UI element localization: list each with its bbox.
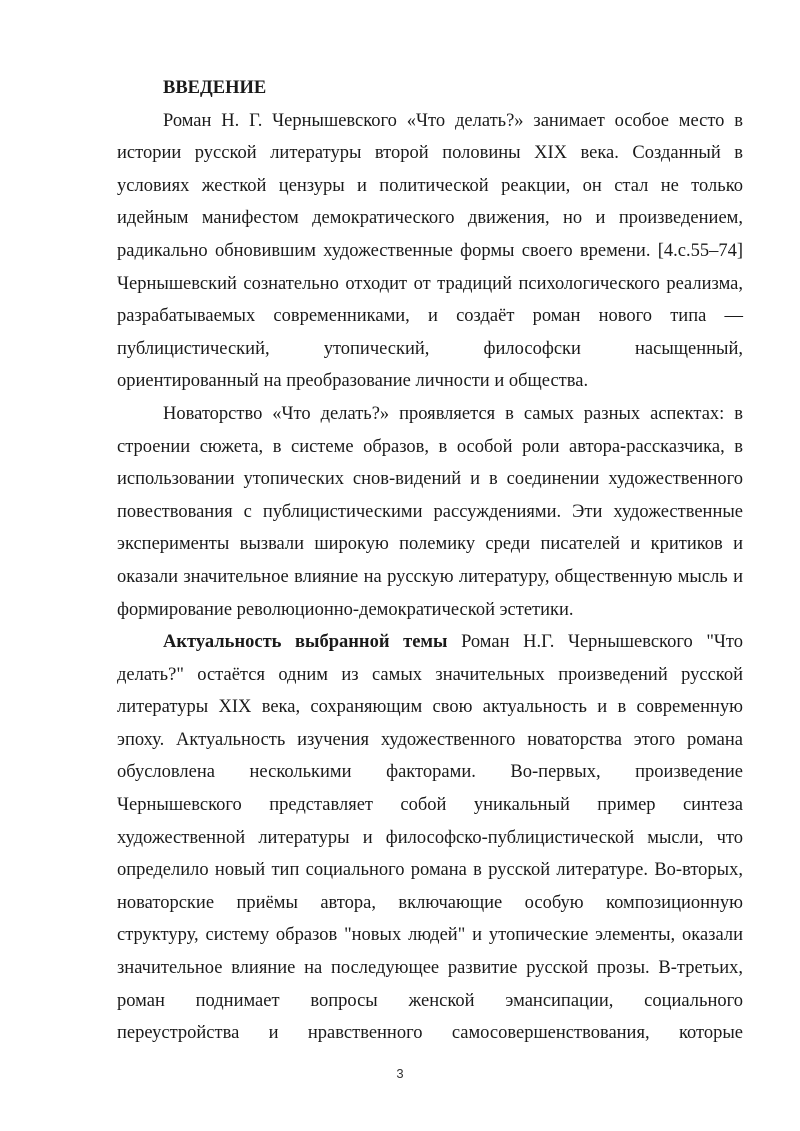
text-fragment: Роман Н.Г. Чернышевского "Что xyxy=(447,632,744,653)
text-line: ориентированный на преобразование личности и общества. xyxy=(117,371,589,392)
text-line: переустройства и нравственного самосовершенствования, которые xyxy=(117,1023,743,1044)
paragraph-intro xyxy=(117,105,743,398)
text-line: структуру, систему образов "новых людей" и утопические элементы, оказали xyxy=(117,925,743,946)
text-line: делать?" остаётся одним из самых значительных произведений русской xyxy=(117,664,743,685)
text-line: разрабатываемых современниками, и создаёт роман нового типа — xyxy=(117,306,743,327)
text-line: идейным манифестом демократического движения, но и произведением, xyxy=(117,208,743,229)
text-line: оказали значительное влияние на русскую литературу, общественную мысль и xyxy=(117,566,743,587)
text-line: использовании утопических снов-видений и в соединении художественного xyxy=(117,469,743,490)
text-line: радикально обновившим художественные формы своего времени. [4.с.55–74] xyxy=(117,240,743,261)
text-line xyxy=(117,626,743,659)
relevance-label: Актуальность выбранной темы xyxy=(163,632,448,653)
page-number: 3 xyxy=(396,1066,404,1081)
text-line: новаторские приёмы автора, включающие особую композиционную xyxy=(117,892,743,913)
text-line: роман поднимает вопросы женской эмансипации, социального xyxy=(117,990,743,1011)
paragraph-relevance xyxy=(117,626,743,1050)
text-line: эпоху. Актуальность изучения художественного новаторства этого романа xyxy=(117,729,743,750)
text-line: повествования с публицистическими рассуждениями. Эти художественные xyxy=(117,501,743,522)
text-line: строении сюжета, в системе образов, в особой роли автора-рассказчика, в xyxy=(117,436,743,457)
text-line: Чернышевский сознательно отходит от традиций психологического реализма, xyxy=(117,273,743,294)
text-line: эксперименты вызвали широкую полемику среди писателей и критиков и xyxy=(117,534,743,555)
text-line: условиях жесткой цензуры и политической реакции, он стал не только xyxy=(117,175,743,196)
text-line: Роман Н. Г. Чернышевского «Что делать?» занимает особое место в xyxy=(163,110,743,131)
paragraph-novelty xyxy=(117,398,743,626)
text-line: литературы XIX века, сохраняющим свою актуальность и в современную xyxy=(117,697,743,718)
text-line: значительное влияние на последующее развитие русской прозы. В-третьих, xyxy=(117,958,743,979)
text-line: Чернышевского представляет собой уникальный пример синтеза xyxy=(117,795,743,816)
text-line: публицистический, утопический, философски насыщенный, xyxy=(117,338,743,359)
document-body xyxy=(117,72,743,1050)
text-line: художественной литературы и философско-публицистической мысли, что xyxy=(117,827,743,848)
section-heading: ВВЕДЕНИЕ xyxy=(163,78,267,98)
text-line: определило новый тип социального романа в русской литературе. Во-вторых, xyxy=(117,860,743,881)
text-line: обусловлена несколькими факторами. Во-первых, произведение xyxy=(117,762,743,783)
text-line: истории русской литературы второй половины XIX века. Созданный в xyxy=(117,143,743,164)
text-line: Новаторство «Что делать?» проявляется в самых разных аспектах: в xyxy=(163,403,743,424)
text-line: формирование революционно-демократической эстетики. xyxy=(117,599,574,620)
